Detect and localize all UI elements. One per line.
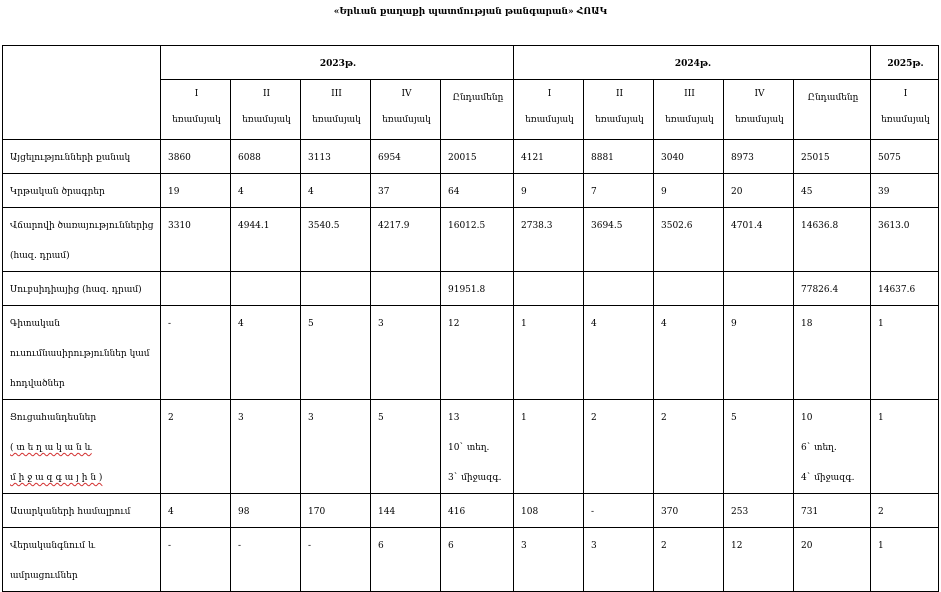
quarter-header xyxy=(301,80,371,140)
cell-value: 3040 xyxy=(661,153,684,163)
cell-value: 3502.6 xyxy=(661,221,693,231)
table-cell xyxy=(161,174,231,208)
quarter-number: III xyxy=(684,89,695,99)
table-row xyxy=(3,140,939,174)
cell-value: 1 xyxy=(878,413,884,423)
table-cell xyxy=(441,306,514,400)
cell-value: - xyxy=(238,541,242,551)
corner-cell xyxy=(3,46,161,140)
table-cell xyxy=(871,306,939,400)
table-cell xyxy=(584,174,654,208)
quarter-number: I xyxy=(903,89,908,99)
total-header: Ընդամենը xyxy=(794,80,871,140)
cell-value: 3613.0 xyxy=(878,221,910,231)
cell-value: 4 xyxy=(238,187,244,197)
quarter-word: եռամսյակ xyxy=(735,115,784,125)
row-label xyxy=(3,208,161,272)
table-cell xyxy=(871,140,939,174)
table-cell xyxy=(301,208,371,272)
quarter-number: III xyxy=(331,89,342,99)
cell-value: 18 xyxy=(801,319,813,329)
table-cell xyxy=(161,400,231,494)
table-cell xyxy=(441,494,514,528)
quarter-header xyxy=(514,80,584,140)
statistics-table xyxy=(2,45,939,592)
quarter-number: II xyxy=(262,89,271,99)
table-cell xyxy=(794,272,871,306)
quarter-word: եռամսյակ xyxy=(881,115,930,125)
cell-value: 416 xyxy=(448,507,466,517)
table-cell xyxy=(724,528,794,592)
cell-value: 13 xyxy=(448,413,460,423)
cell-value: 14636.8 xyxy=(801,221,839,231)
cell-value: 5 xyxy=(308,319,314,329)
table-cell xyxy=(724,140,794,174)
cell-value: 12 xyxy=(731,541,743,551)
row-label-line: ամրացումներ xyxy=(10,571,78,581)
quarter-number: I xyxy=(547,89,552,99)
cell-value: 25015 xyxy=(801,153,830,163)
row-label xyxy=(3,528,161,592)
table-row xyxy=(3,272,939,306)
cell-value: 4 xyxy=(591,319,597,329)
cell-value: 1 xyxy=(521,413,527,423)
table-row xyxy=(3,208,939,272)
cell-value: 4 xyxy=(238,319,244,329)
cell-value: 8973 xyxy=(731,153,754,163)
row-label xyxy=(3,174,161,208)
quarter-word: եռամսյակ xyxy=(595,115,644,125)
cell-value: 2 xyxy=(878,507,884,517)
row-label-line: հոդվածներ xyxy=(10,379,65,389)
cell-value: 731 xyxy=(801,507,819,517)
row-label-line: մ ի ջ ա զ գ ա յ ի ն ) xyxy=(10,473,103,483)
year-header-2025: 2025թ. xyxy=(871,46,939,80)
cell-value: 253 xyxy=(731,507,749,517)
row-label-line: Ասարկաների համալրում xyxy=(10,507,131,517)
cell-value: 5 xyxy=(731,413,737,423)
table-cell xyxy=(441,400,514,494)
cell-value: 6` տեղ. xyxy=(801,443,837,453)
cell-value: 1 xyxy=(878,541,884,551)
cell-value: 2 xyxy=(661,413,667,423)
cell-value: 9 xyxy=(661,187,667,197)
table-cell xyxy=(794,494,871,528)
cell-value: 6088 xyxy=(238,153,261,163)
cell-value: 3` միջազգ. xyxy=(448,473,502,483)
table-cell xyxy=(654,140,724,174)
table-cell xyxy=(301,494,371,528)
table-cell xyxy=(654,208,724,272)
quarter-number: IV xyxy=(401,89,412,99)
table-cell xyxy=(514,494,584,528)
cell-value: 4217.9 xyxy=(378,221,410,231)
cell-value: 3 xyxy=(521,541,527,551)
total-header: Ընդամենը xyxy=(441,80,514,140)
row-label-line: (հազ. դրամ) xyxy=(10,251,70,261)
table-cell xyxy=(794,400,871,494)
quarter-header xyxy=(371,80,441,140)
table-cell xyxy=(514,174,584,208)
row-label-line: Ցուցահանդեսներ xyxy=(10,413,97,423)
cell-value: - xyxy=(591,507,595,517)
table-cell xyxy=(371,140,441,174)
table-cell xyxy=(584,494,654,528)
cell-value: 20 xyxy=(731,187,743,197)
table-cell xyxy=(301,400,371,494)
table-cell xyxy=(654,174,724,208)
year-header-row xyxy=(3,46,939,80)
table-cell xyxy=(371,400,441,494)
quarter-word: եռամսյակ xyxy=(242,115,291,125)
row-label-line: ուսումնասիրություններ կամ xyxy=(10,349,150,359)
table-cell xyxy=(301,272,371,306)
cell-value: - xyxy=(168,541,172,551)
cell-value: 20015 xyxy=(448,153,477,163)
table-cell xyxy=(514,272,584,306)
cell-value: 10` տեղ. xyxy=(448,443,490,453)
table-cell xyxy=(514,208,584,272)
row-label-line: Այցելությունների քանակ xyxy=(10,153,131,163)
table-cell xyxy=(371,494,441,528)
table-cell xyxy=(161,528,231,592)
row-label xyxy=(3,400,161,494)
table-row xyxy=(3,306,939,400)
document-title: «Երևան քաղաքի պատմության թանգարան» ՀՈԱԿ xyxy=(333,7,608,17)
table-cell xyxy=(724,306,794,400)
table-cell xyxy=(301,140,371,174)
cell-value: 1 xyxy=(521,319,527,329)
table-cell xyxy=(161,208,231,272)
row-label xyxy=(3,272,161,306)
table-cell xyxy=(441,208,514,272)
table-cell xyxy=(794,208,871,272)
table-cell xyxy=(371,306,441,400)
cell-value: 2 xyxy=(661,541,667,551)
table-cell xyxy=(514,400,584,494)
quarter-header xyxy=(584,80,654,140)
table-cell xyxy=(231,272,301,306)
table-cell xyxy=(441,528,514,592)
cell-value: 77826.4 xyxy=(801,285,839,295)
table-cell xyxy=(371,272,441,306)
cell-value: 6 xyxy=(448,541,454,551)
table-cell xyxy=(724,400,794,494)
table-cell xyxy=(371,528,441,592)
table-cell xyxy=(514,306,584,400)
table-cell xyxy=(231,400,301,494)
table-cell xyxy=(584,208,654,272)
cell-value: 1 xyxy=(878,319,884,329)
cell-value: 2 xyxy=(168,413,174,423)
cell-value: 3860 xyxy=(168,153,191,163)
table-cell xyxy=(514,140,584,174)
table-cell xyxy=(231,174,301,208)
quarter-word: եռամսյակ xyxy=(172,115,221,125)
table-cell xyxy=(161,272,231,306)
cell-value: 4 xyxy=(661,319,667,329)
cell-value: 64 xyxy=(448,187,460,197)
cell-value: 9 xyxy=(731,319,737,329)
quarter-header xyxy=(161,80,231,140)
table-cell xyxy=(161,140,231,174)
year-header-2024: 2024թ. xyxy=(514,46,871,80)
table-cell xyxy=(584,400,654,494)
cell-value: 10 xyxy=(801,413,813,423)
table-cell xyxy=(584,528,654,592)
cell-value: 3694.5 xyxy=(591,221,623,231)
table-cell xyxy=(871,528,939,592)
cell-value: 4944.1 xyxy=(238,221,270,231)
table-cell xyxy=(231,208,301,272)
cell-value: 14637.6 xyxy=(878,285,916,295)
row-label-line: Վերականգնում և xyxy=(10,541,96,551)
row-label xyxy=(3,494,161,528)
table-cell xyxy=(584,306,654,400)
row-label-line: ( տ ե ղ ա կ ա ն և xyxy=(10,443,92,453)
table-cell xyxy=(871,494,939,528)
cell-value: 5075 xyxy=(878,153,901,163)
table-cell xyxy=(301,306,371,400)
cell-value: 3 xyxy=(238,413,244,423)
quarter-word: եռամսյակ xyxy=(525,115,574,125)
cell-value: 12 xyxy=(448,319,460,329)
cell-value: 91951.8 xyxy=(448,285,486,295)
table-cell xyxy=(794,306,871,400)
table-row xyxy=(3,400,939,494)
table-cell xyxy=(231,528,301,592)
table-cell xyxy=(654,528,724,592)
cell-value: 20 xyxy=(801,541,813,551)
cell-value: 16012.5 xyxy=(448,221,486,231)
table-cell xyxy=(231,140,301,174)
quarter-header xyxy=(724,80,794,140)
table-cell xyxy=(654,306,724,400)
table-cell xyxy=(871,400,939,494)
cell-value: 37 xyxy=(378,187,390,197)
table-row xyxy=(3,494,939,528)
cell-value: 5 xyxy=(378,413,384,423)
cell-value: 7 xyxy=(591,187,597,197)
row-label-line: Գիտական xyxy=(10,319,60,329)
table-cell xyxy=(161,494,231,528)
row-label-line: Սուբսիդիայից (հազ. դրամ) xyxy=(10,285,142,295)
table-cell xyxy=(724,272,794,306)
cell-value: 108 xyxy=(521,507,539,517)
quarter-number: I xyxy=(194,89,199,99)
table-cell xyxy=(301,174,371,208)
table-cell xyxy=(231,494,301,528)
year-header-2023: 2023թ. xyxy=(161,46,514,80)
cell-value: 4 xyxy=(168,507,174,517)
table-cell xyxy=(371,174,441,208)
cell-value: 170 xyxy=(308,507,326,517)
table-cell xyxy=(794,528,871,592)
quarter-word: եռամսյակ xyxy=(665,115,714,125)
row-label-line: Վճարովի ծառայություններից xyxy=(10,221,154,231)
cell-value: 4` միջազգ. xyxy=(801,473,855,483)
cell-value: 3113 xyxy=(308,153,331,163)
row-label xyxy=(3,140,161,174)
cell-value: 4 xyxy=(308,187,314,197)
cell-value: 39 xyxy=(878,187,890,197)
cell-value: 3310 xyxy=(168,221,191,231)
table-cell xyxy=(724,208,794,272)
table-cell xyxy=(301,528,371,592)
quarter-header xyxy=(871,80,939,140)
table-cell xyxy=(441,140,514,174)
table-cell xyxy=(654,400,724,494)
cell-value: 45 xyxy=(801,187,813,197)
cell-value: 370 xyxy=(661,507,679,517)
row-label-line: Կրթական ծրագրեր xyxy=(10,187,105,197)
table-cell xyxy=(584,140,654,174)
table-cell xyxy=(441,272,514,306)
cell-value: - xyxy=(168,319,172,329)
table-cell xyxy=(724,494,794,528)
table-cell xyxy=(161,306,231,400)
table-cell xyxy=(584,272,654,306)
cell-value: 2 xyxy=(591,413,597,423)
quarter-number: II xyxy=(615,89,624,99)
cell-value: - xyxy=(308,541,312,551)
table-cell xyxy=(794,174,871,208)
table-cell xyxy=(371,208,441,272)
cell-value: 6954 xyxy=(378,153,401,163)
cell-value: 3 xyxy=(378,319,384,329)
cell-value: 98 xyxy=(238,507,250,517)
table-cell xyxy=(654,494,724,528)
cell-value: 8881 xyxy=(591,153,614,163)
table-cell xyxy=(654,272,724,306)
table-cell xyxy=(441,174,514,208)
cell-value: 19 xyxy=(168,187,180,197)
quarter-number: IV xyxy=(754,89,765,99)
row-label xyxy=(3,306,161,400)
cell-value: 9 xyxy=(521,187,527,197)
table-cell xyxy=(871,174,939,208)
cell-value: 4121 xyxy=(521,153,544,163)
table-cell xyxy=(724,174,794,208)
table-row xyxy=(3,174,939,208)
cell-value: 3540.5 xyxy=(308,221,340,231)
quarter-word: եռամսյակ xyxy=(382,115,431,125)
cell-value: 4701.4 xyxy=(731,221,763,231)
cell-value: 3 xyxy=(308,413,314,423)
table-cell xyxy=(871,208,939,272)
quarter-header xyxy=(231,80,301,140)
cell-value: 3 xyxy=(591,541,597,551)
table-row xyxy=(3,528,939,592)
table-cell xyxy=(231,306,301,400)
table-cell xyxy=(794,140,871,174)
table-cell xyxy=(871,272,939,306)
cell-value: 6 xyxy=(378,541,384,551)
cell-value: 2738.3 xyxy=(521,221,553,231)
table-cell xyxy=(514,528,584,592)
quarter-word: եռամսյակ xyxy=(312,115,361,125)
quarter-header xyxy=(654,80,724,140)
cell-value: 144 xyxy=(378,507,396,517)
